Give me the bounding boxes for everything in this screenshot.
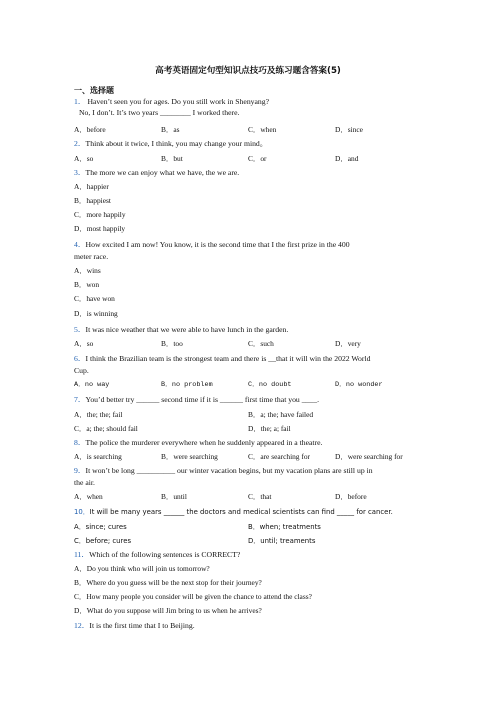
option-d[interactable]: D．What do you suppose will Jim bring to us when he arrives?: [74, 606, 262, 615]
question-6-cont: Cup.: [74, 366, 89, 375]
question-number: 2．: [74, 139, 86, 148]
question-number: 10．: [74, 508, 90, 516]
option-b[interactable]: B．were searching: [161, 452, 218, 461]
option-d[interactable]: D．until; treaments: [248, 537, 316, 545]
question-4-cont: meter race.: [74, 252, 109, 261]
option-c[interactable]: C．have won: [74, 294, 115, 303]
question-text: The police the murderer everywhere when he suddenly appeared in a theatre.: [85, 438, 323, 447]
option-b[interactable]: B．no problem: [161, 381, 213, 389]
option-d[interactable]: D．were searching for: [335, 452, 403, 461]
question-7: [74, 395, 319, 405]
question-text: Which of the following sentences is CORRECT?: [89, 550, 241, 559]
option-b[interactable]: B．happiest: [74, 196, 111, 205]
question-9: [74, 466, 373, 476]
question-12: [74, 621, 195, 631]
question-number: 4．: [74, 240, 86, 249]
option-a[interactable]: A．the; the; fail: [74, 410, 123, 419]
question-number: 1．: [74, 97, 86, 106]
option-a[interactable]: A．so: [74, 339, 94, 348]
option-a[interactable]: A．is searching: [74, 452, 122, 461]
question-number: 3．: [74, 168, 86, 177]
page-title: 高考英语固定句型知识点技巧及练习题含答案(5): [155, 66, 341, 76]
option-b[interactable]: B．won: [74, 280, 100, 289]
question-text: I think the Brazilian team is the strongest team and there is __that it will win the 2022 World: [85, 354, 371, 363]
option-b[interactable]: B．as: [161, 125, 180, 134]
question-1-reply: No, I don’t. It’s two years ________ I worked there.: [79, 108, 240, 117]
option-c[interactable]: C．before; cures: [74, 537, 132, 545]
option-a[interactable]: A．so: [74, 154, 94, 163]
option-d[interactable]: D．most happily: [74, 224, 126, 233]
question-text: The more we can enjoy what we have, the we are.: [85, 168, 240, 177]
question-text: It was nice weather that we were able to have lunch in the garden.: [85, 325, 289, 334]
option-a[interactable]: A．Do you think who will join us tomorrow?: [74, 564, 210, 573]
option-d[interactable]: D．the; a; fail: [248, 424, 291, 433]
question-number: 6．: [74, 354, 86, 363]
question-2: [74, 139, 267, 149]
option-a[interactable]: A．when: [74, 492, 103, 501]
question-5: [74, 325, 288, 335]
question-number: 9．: [74, 466, 86, 475]
question-number: 5．: [74, 325, 86, 334]
question-text: It won’t be long __________ our winter vacation begins, but my vacation plans are still up in: [85, 466, 373, 475]
option-c[interactable]: C．are searching for: [248, 452, 310, 461]
option-b[interactable]: B．but: [161, 154, 183, 163]
question-11: [74, 550, 240, 560]
option-b[interactable]: B．Where do you guess will be the next stop for their journey?: [74, 578, 262, 587]
option-c[interactable]: C．such: [248, 339, 274, 348]
question-9-cont: the air.: [74, 478, 95, 487]
option-c[interactable]: C．a; the; should fail: [74, 424, 138, 433]
question-8: [74, 438, 322, 448]
question-number: 7．: [74, 395, 86, 404]
option-a[interactable]: A．before: [74, 125, 106, 134]
question-4: [74, 240, 350, 250]
question-number: 8．: [74, 438, 86, 447]
option-d[interactable]: D．very: [335, 339, 361, 348]
question-3: [74, 168, 239, 178]
question-text: Think about it twice, I think, you may change your mind。: [85, 139, 268, 148]
section-heading: 一、选择题: [74, 86, 114, 95]
option-c[interactable]: C．when: [248, 125, 277, 134]
question-text: How excited I am now! You know, it is the second time that I the first prize in the 400: [85, 240, 350, 249]
question-text: Haven’t seen you for ages. Do you still work in Shenyang?: [87, 97, 270, 106]
question-number: 11．: [74, 550, 90, 559]
option-d[interactable]: D．no wonder: [335, 381, 383, 389]
question-1: [74, 97, 269, 107]
option-c[interactable]: C．or: [248, 154, 267, 163]
option-a[interactable]: A．happier: [74, 182, 109, 191]
option-b[interactable]: B．when; treatments: [248, 523, 321, 531]
option-d[interactable]: D．before: [335, 492, 367, 501]
option-c[interactable]: C．more happily: [74, 210, 126, 219]
option-d[interactable]: D．is winning: [74, 309, 118, 318]
option-b[interactable]: B．a; the; have failed: [248, 410, 314, 419]
question-text: It will be many years ______ the doctors and medical scientists can find _____ for cancer.: [89, 508, 393, 516]
question-10: [74, 507, 393, 517]
option-b[interactable]: B．too: [161, 339, 183, 348]
option-c[interactable]: C．How many people you consider will be given the chance to attend the class?: [74, 592, 312, 601]
question-text: It is the first time that I to Beijing.: [89, 621, 195, 630]
option-d[interactable]: D．and: [335, 154, 359, 163]
question-6: [74, 354, 370, 364]
option-d[interactable]: D．since: [335, 125, 363, 134]
question-number: 12．: [74, 621, 90, 630]
option-b[interactable]: B．until: [161, 492, 187, 501]
option-c[interactable]: C．no doubt: [248, 381, 292, 389]
question-text: You’d better try ______ second time if it is ______ first time that you ____.: [85, 395, 319, 404]
option-a[interactable]: A．wins: [74, 266, 101, 275]
option-a[interactable]: A．no way: [74, 381, 110, 389]
option-c[interactable]: C．that: [248, 492, 272, 501]
option-a[interactable]: A．since; cures: [74, 523, 127, 531]
